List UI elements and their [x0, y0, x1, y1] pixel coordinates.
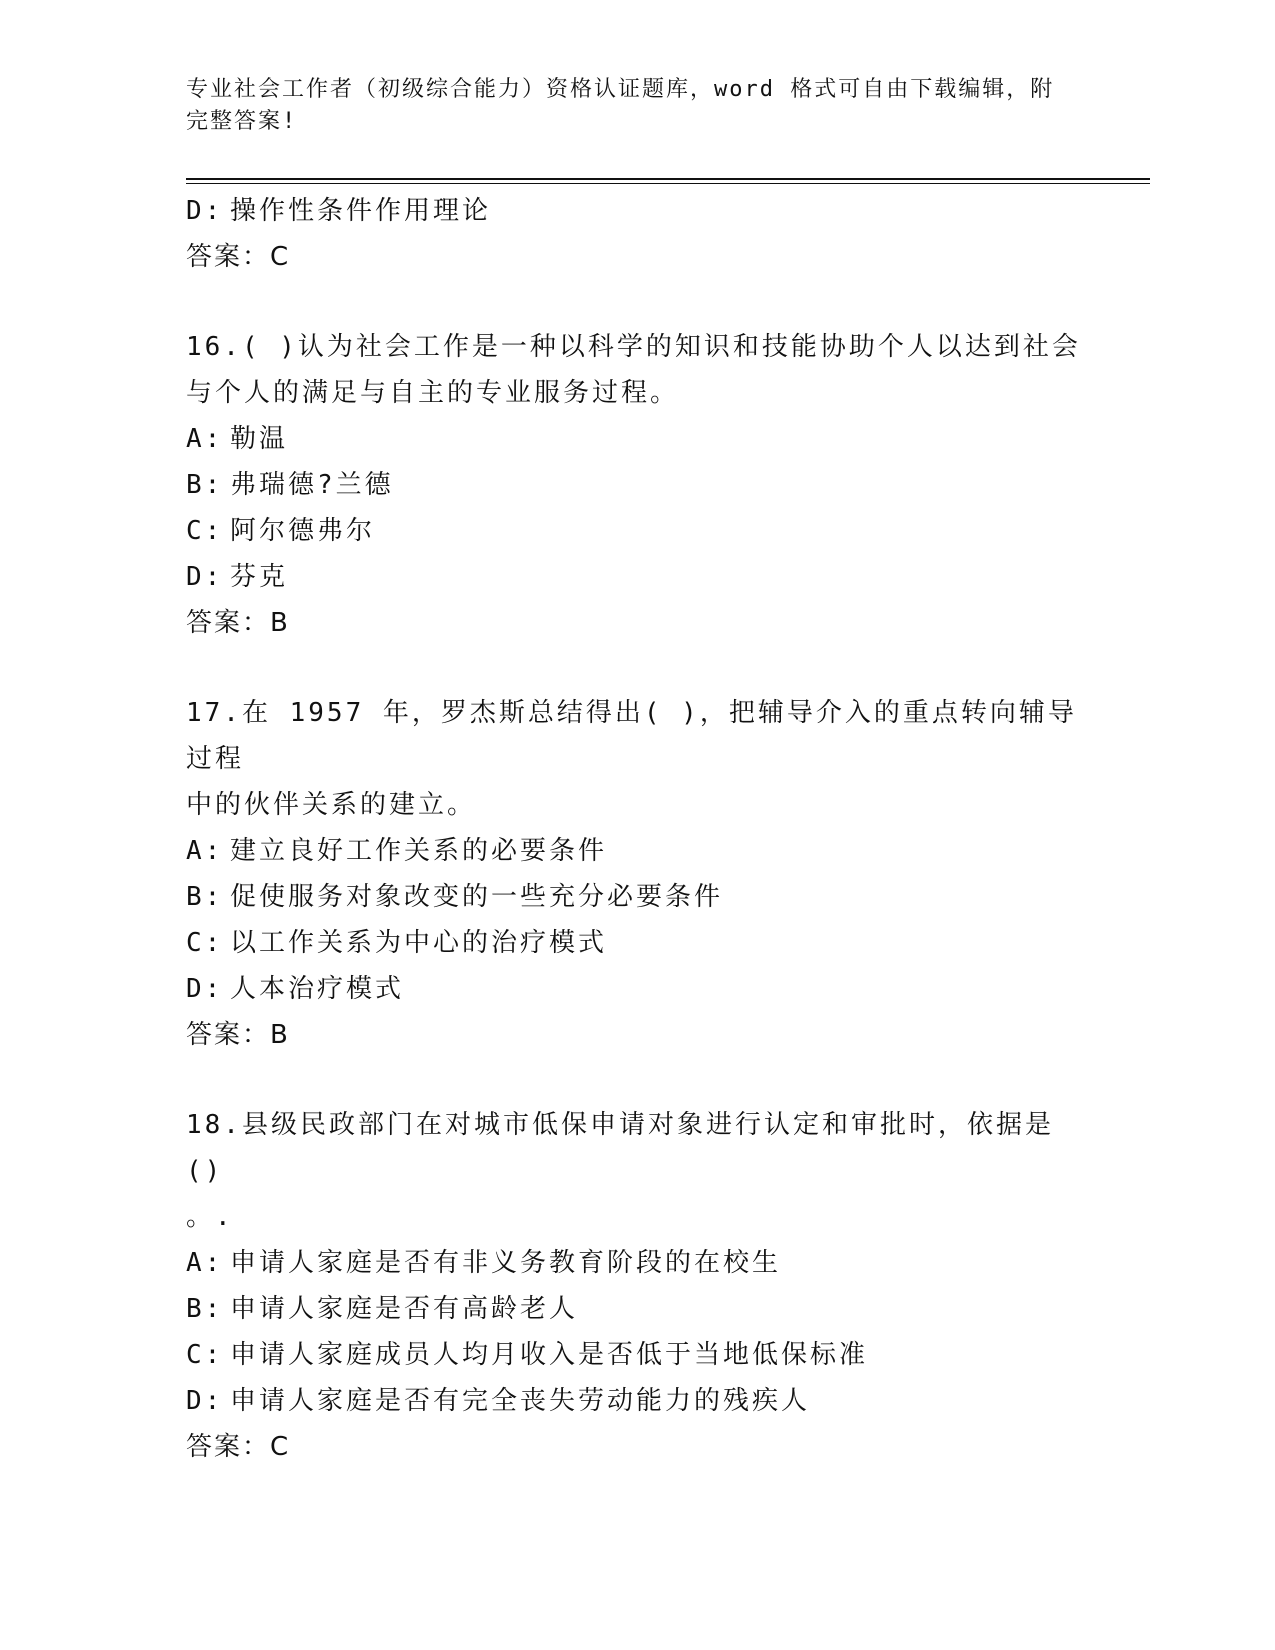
option-text: 促使服务对象改变的一些充分必要条件	[230, 882, 724, 912]
option-text: 申请人家庭成员人均月收入是否低于当地低保标准	[230, 1340, 869, 1370]
header-rule-thick	[186, 178, 1150, 180]
header-line-1: 专业社会工作者（初级综合能力）资格认证题库，word 格式可自由下载编辑，附	[186, 77, 1055, 102]
header-rule-thin	[186, 183, 1150, 184]
stem-line: 18.县级民政部门在对城市低保申请对象进行认定和审批时，依据是()	[186, 1110, 1054, 1186]
question-stem	[186, 690, 1086, 828]
question-17	[186, 690, 1086, 1058]
option-key: C:	[186, 516, 224, 546]
stem-line: 与个人的满足与自主的专业服务过程。	[186, 378, 680, 408]
option-a	[186, 1240, 1086, 1286]
option-text: 申请人家庭是否有完全丧失劳动能力的残疾人	[230, 1386, 811, 1416]
option-d	[186, 966, 1086, 1012]
option-text: 勒温	[230, 424, 289, 454]
option-key: B:	[186, 882, 224, 912]
option-key: B:	[186, 470, 224, 500]
question-stem	[186, 1102, 1086, 1240]
option-key: B:	[186, 1294, 224, 1324]
option-d	[186, 1378, 1086, 1424]
option-text: 弗瑞德?兰德	[230, 470, 394, 500]
stem-line: 17.在 1957 年，罗杰斯总结得出( )，把辅导介入的重点转向辅导过程	[186, 698, 1077, 774]
option-text: 建立良好工作关系的必要条件	[230, 836, 608, 866]
option-key: A:	[186, 1248, 224, 1278]
option-key: A:	[186, 836, 224, 866]
option-text: 以工作关系为中心的治疗模式	[230, 928, 608, 958]
option-key: A:	[186, 424, 224, 454]
prev-option-d	[186, 188, 1086, 234]
question-content	[186, 188, 1086, 1470]
option-a	[186, 416, 1086, 462]
option-key: C:	[186, 928, 224, 958]
option-text: 芬克	[230, 562, 289, 592]
option-c	[186, 920, 1086, 966]
option-text: 申请人家庭是否有非义务教育阶段的在校生	[230, 1248, 782, 1278]
option-key: D:	[186, 1386, 224, 1416]
question-18	[186, 1102, 1086, 1470]
option-key: D:	[186, 974, 224, 1004]
option-text: 人本治疗模式	[230, 974, 405, 1004]
option-a	[186, 828, 1086, 874]
prev-answer: 答案：C	[186, 242, 291, 272]
page-header	[186, 74, 1066, 138]
stem-line: 。.	[186, 1202, 234, 1232]
option-key: D:	[186, 196, 224, 226]
option-c	[186, 508, 1086, 554]
option-text: 操作性条件作用理论	[230, 196, 492, 226]
option-text: 申请人家庭是否有高龄老人	[230, 1294, 579, 1324]
option-d	[186, 554, 1086, 600]
question-16	[186, 324, 1086, 646]
option-key: C:	[186, 1340, 224, 1370]
option-text: 阿尔德弗尔	[230, 516, 376, 546]
answer: 答案：B	[186, 608, 290, 638]
answer: 答案：C	[186, 1432, 291, 1462]
stem-line: 中的伙伴关系的建立。	[186, 790, 477, 820]
question-stem	[186, 324, 1086, 416]
option-c	[186, 1332, 1086, 1378]
answer: 答案：B	[186, 1020, 290, 1050]
option-b	[186, 874, 1086, 920]
option-key: D:	[186, 562, 224, 592]
header-line-2: 完整答案!	[186, 109, 298, 134]
option-b	[186, 1286, 1086, 1332]
stem-line: 16.( )认为社会工作是一种以科学的知识和技能协助个人以达到社会	[186, 332, 1081, 362]
option-b	[186, 462, 1086, 508]
